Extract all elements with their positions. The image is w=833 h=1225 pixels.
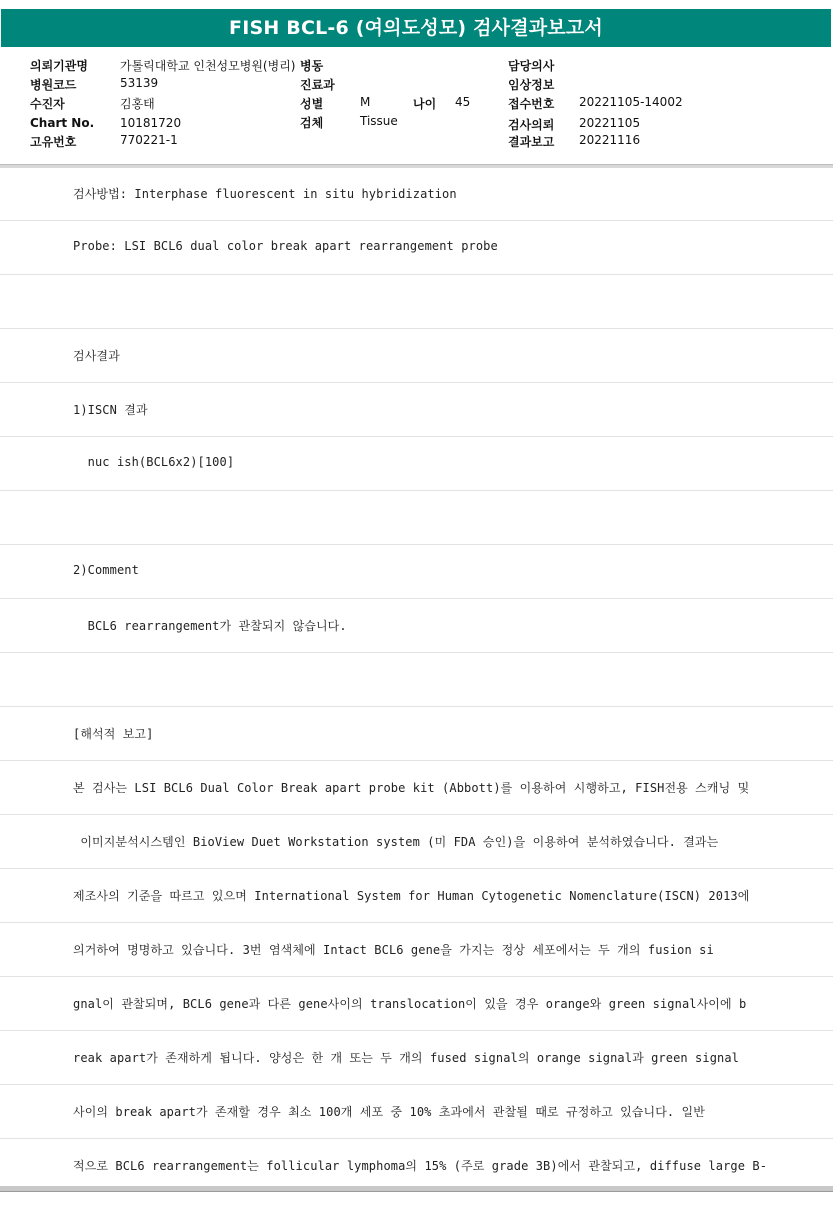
report-line-text: Probe: LSI BCL6 dual color break apart rearrangement probe [73, 239, 498, 253]
hospital-code-value: 53139 [120, 76, 159, 90]
specimen-label: 검체 [300, 116, 324, 130]
report-line-text: 2)Comment [73, 563, 139, 577]
unique-id-label: 고유번호 [30, 135, 77, 149]
chart-no-label: Chart No. [30, 116, 95, 130]
department-label: 진료과 [300, 78, 335, 92]
report-line-text: 사이의 break apart가 존재할 경우 최소 100개 세포 중 10% 초과에서 관찰될 때로 규정하고 있습니다. 일반 [73, 1105, 705, 1119]
report-line [0, 869, 833, 923]
chart-no-value: 10181720 [120, 116, 182, 130]
report-line-text: 검사결과 [73, 349, 120, 363]
request-date-value: 20221105 [579, 116, 641, 130]
age-value: 45 [455, 95, 471, 109]
hospital-code-label: 병원코드 [30, 78, 77, 92]
report-line-text: 적으로 BCL6 rearrangement는 follicular lymphoma의 15% (주로 grade 3B)에서 관찰되고, diffuse large B- [73, 1159, 768, 1173]
patient-value: 김홍태 [120, 97, 155, 111]
report-line [0, 977, 833, 1031]
accession-value: 20221105-14002 [579, 95, 683, 109]
doctor-label: 담당의사 [508, 59, 555, 73]
report-line [0, 221, 833, 275]
report-line [0, 383, 833, 437]
report-line-text: 의거하여 명명하고 있습니다. 3번 염색체에 Intact BCL6 gene을 가지는 정상 세포에서는 두 개의 fusion si [73, 943, 714, 957]
report-line [0, 1031, 833, 1085]
report-line [0, 653, 833, 707]
report-line-text: nuc ish(BCL6x2)[100] [73, 455, 235, 469]
report-line-text: reak apart가 존재하게 됩니다. 양성은 한 개 또는 두 개의 fused signal의 orange signal과 green signal [73, 1051, 739, 1065]
request-date-label: 검사의뢰 [508, 118, 555, 132]
accession-label: 접수번호 [508, 97, 555, 111]
ward-label: 병동 [300, 59, 324, 73]
report-line [0, 1085, 833, 1139]
result-date-value: 20221116 [579, 133, 641, 147]
report-line [0, 545, 833, 599]
institution-value: 가톨릭대학교 인천성모병원(병리) [120, 59, 296, 73]
institution-label: 의뢰기관명 [30, 59, 88, 73]
report-line [0, 761, 833, 815]
report-line [0, 923, 833, 977]
footer-divider [0, 1191, 833, 1192]
patient-label: 수진자 [30, 97, 65, 111]
unique-id-value: 770221-1 [120, 133, 178, 147]
report-line-text: 본 검사는 LSI BCL6 Dual Color Break apart probe kit (Abbott)를 이용하여 시행하고, FISH전용 스캐닝 및 [73, 781, 750, 795]
result-date-label: 결과보고 [508, 135, 555, 149]
sex-value: M [360, 95, 371, 109]
report-line [0, 707, 833, 761]
report-line [0, 599, 833, 653]
report-line [0, 1139, 833, 1187]
report-line-text: 검사방법: Interphase fluorescent in situ hybridization [73, 187, 457, 201]
report-line-text: 1)ISCN 결과 [73, 403, 148, 417]
report-line [0, 167, 833, 221]
report-body [0, 167, 833, 1187]
report-line-text: [해석적 보고] [73, 727, 154, 741]
report-line-text: 이미지분석시스템인 BioView Duet Workstation system (미 FDA 승인)을 이용하여 분석하였습니다. 결과는 [73, 835, 719, 849]
report-title: FISH BCL-6 (여의도성모) 검사결과보고서 [1, 9, 831, 47]
report-line-text: 제조사의 기준을 따르고 있으며 International System for Human Cytogenetic Nomenclature(ISCN) 2013에 [73, 889, 750, 903]
report-line-text: BCL6 rearrangement가 관찰되지 않습니다. [73, 619, 347, 633]
clinical-info-label: 임상정보 [508, 78, 555, 92]
report-line-text: gnal이 관찰되며, BCL6 gene과 다른 gene사이의 translocation이 있을 경우 orange와 green signal사이에 b [73, 997, 747, 1011]
report-line [0, 329, 833, 383]
specimen-value: Tissue [360, 114, 398, 128]
patient-info-header [0, 52, 833, 162]
report-line [0, 491, 833, 545]
report-line [0, 437, 833, 491]
report-line [0, 815, 833, 869]
report-line [0, 275, 833, 329]
sex-label: 성별 [300, 97, 324, 111]
age-label: 나이 [413, 97, 437, 111]
